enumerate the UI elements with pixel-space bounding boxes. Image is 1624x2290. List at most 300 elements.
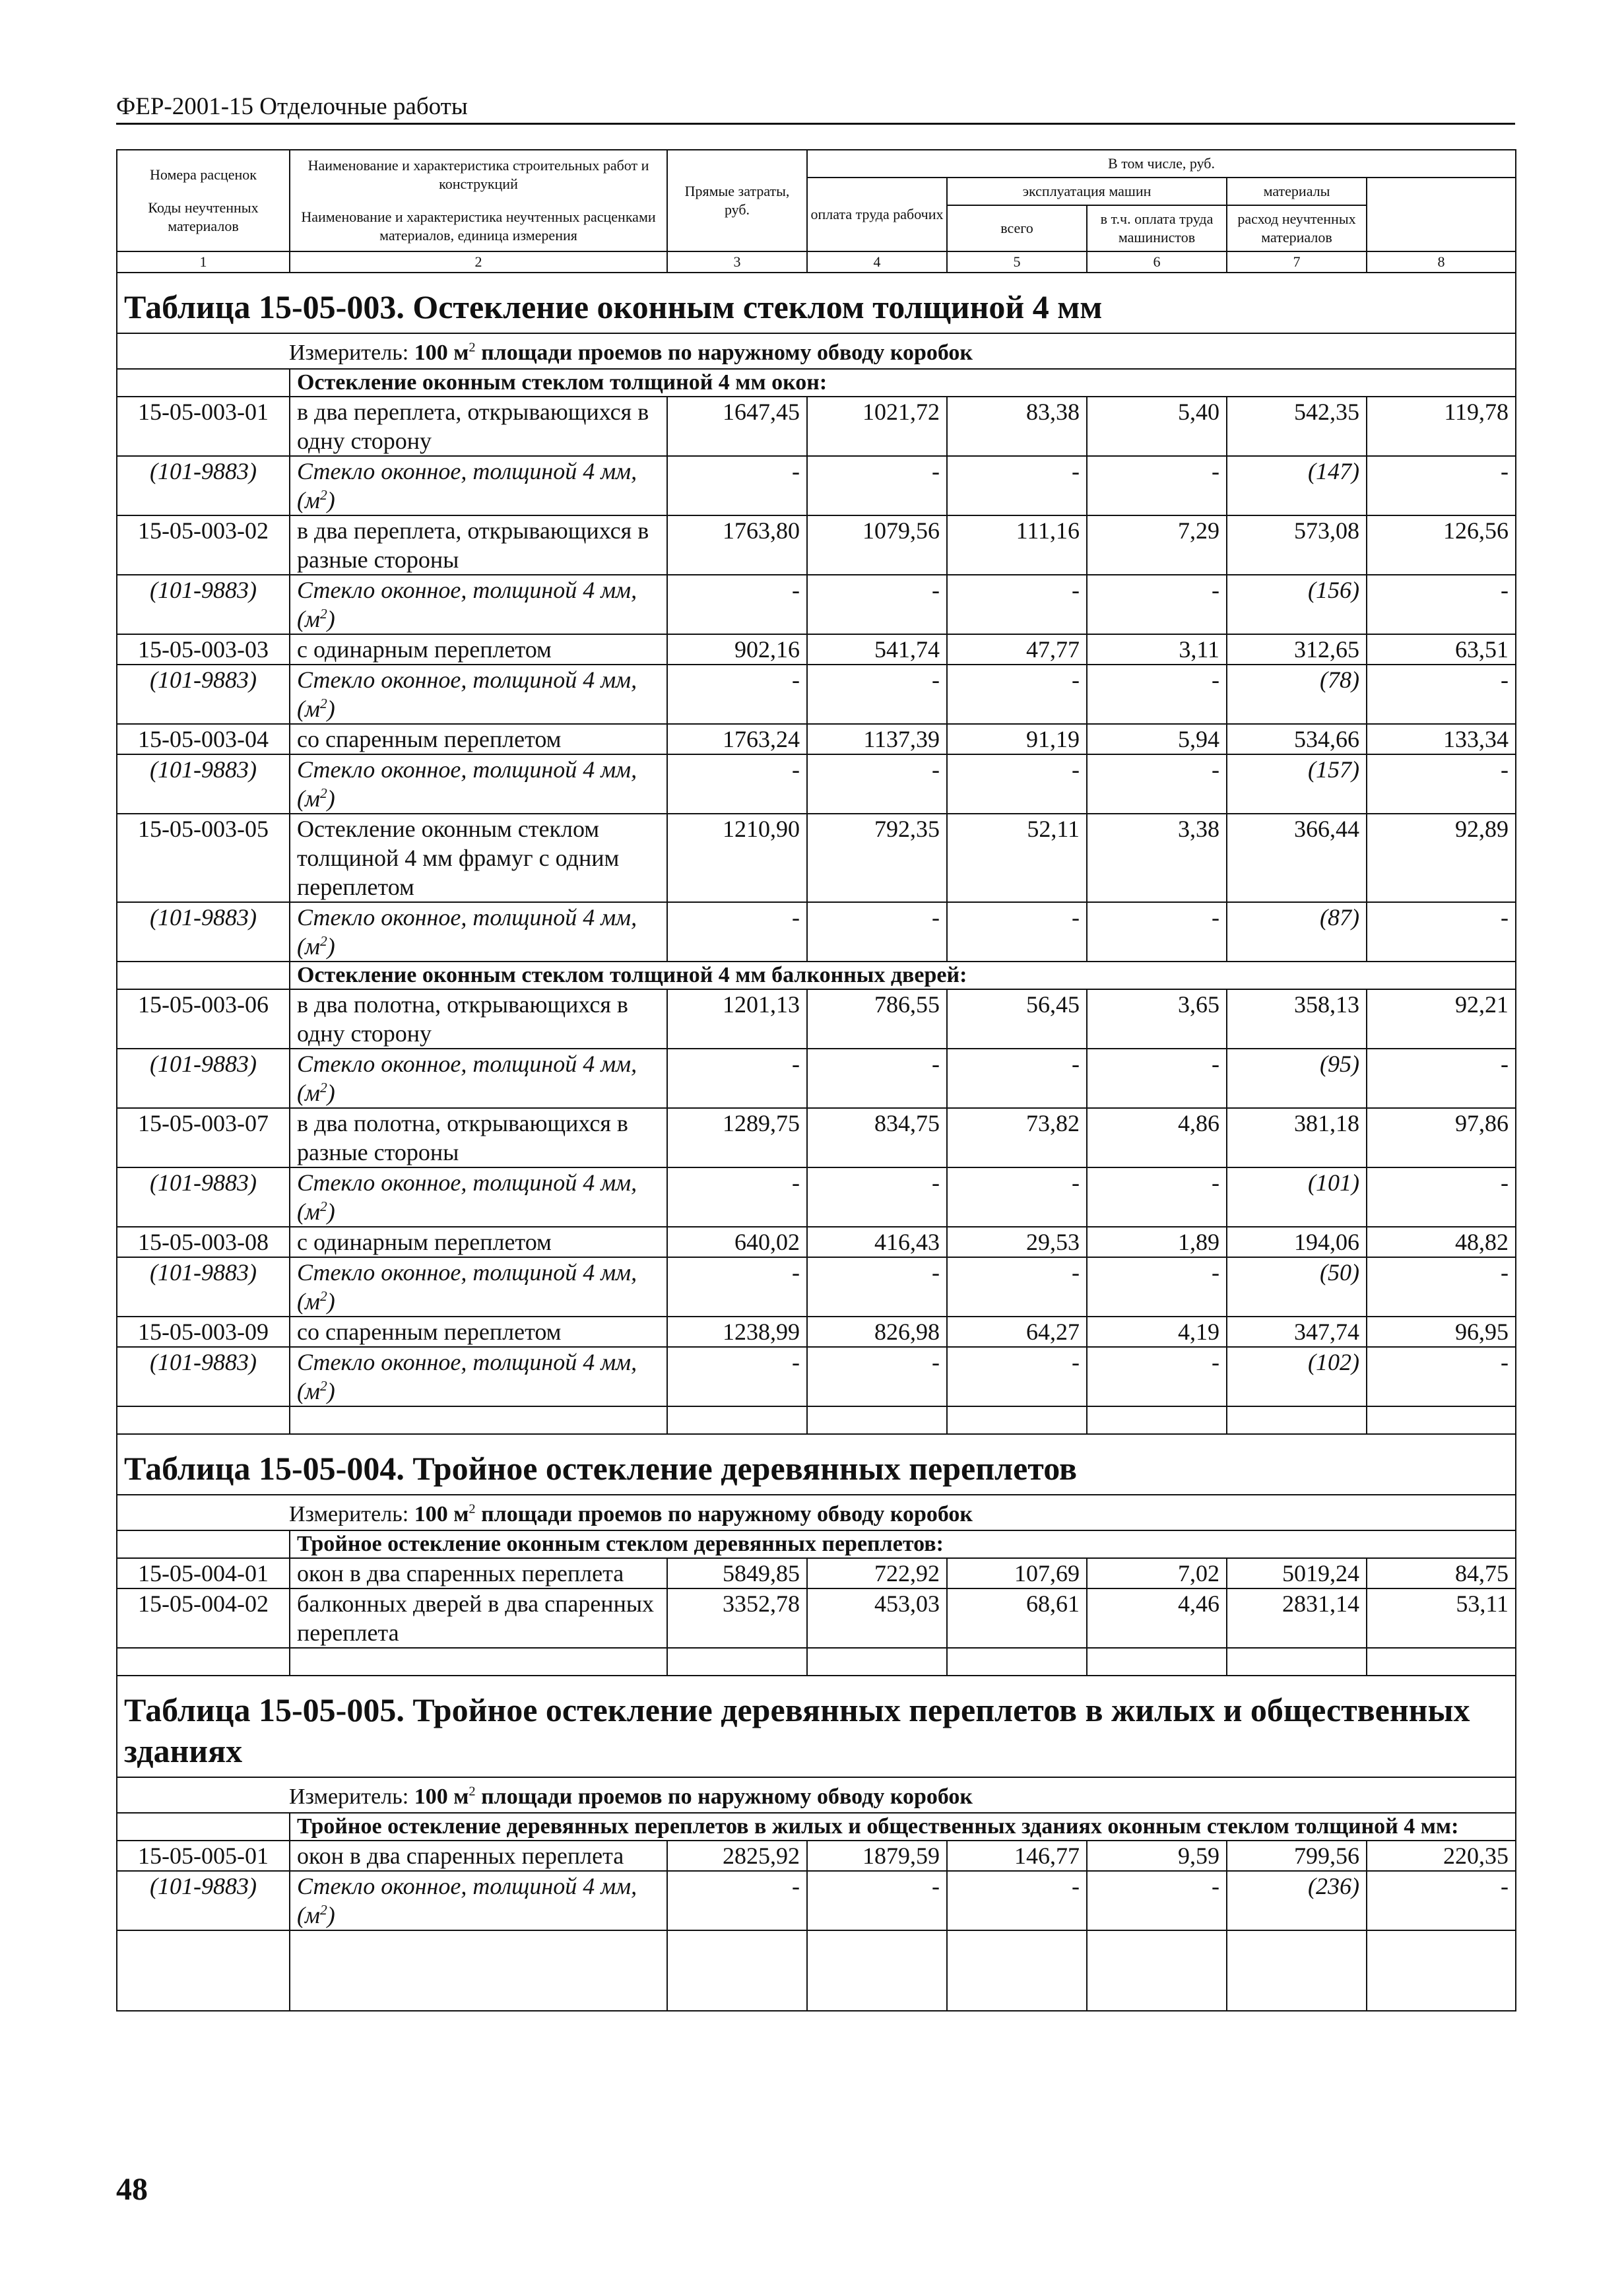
rate-value: 1647,45	[667, 397, 807, 456]
rate-value: 64,27	[947, 1317, 1087, 1347]
empty-cell	[807, 1930, 947, 2011]
material-name	[290, 754, 667, 814]
header-incl: В том числе, руб.	[807, 150, 1516, 178]
material-value: -	[807, 1257, 947, 1317]
material-name-text: Стекло оконное, толщиной 4 мм, (м	[297, 1349, 637, 1404]
column-number: 5	[947, 251, 1087, 273]
material-value: -	[1087, 1167, 1227, 1227]
rate-value: 83,38	[947, 397, 1087, 456]
material-value: -	[1367, 575, 1516, 634]
material-name	[290, 665, 667, 724]
material-name	[290, 1167, 667, 1227]
rate-value: 826,98	[807, 1317, 947, 1347]
material-value: -	[807, 456, 947, 515]
measure-prefix: Измеритель:	[289, 341, 414, 365]
material-value: -	[1087, 1347, 1227, 1406]
material-unit-exponent: 2	[319, 1378, 327, 1394]
empty-cell	[1087, 1406, 1227, 1434]
material-value: (50)	[1227, 1257, 1367, 1317]
rate-value: 1210,90	[667, 814, 807, 902]
work-name: окон в два спаренных переплета	[290, 1841, 667, 1871]
rate-value: 347,74	[1227, 1317, 1367, 1347]
header-material-use: расход неучтенных материалов	[1227, 205, 1367, 251]
material-unit-exponent: 2	[319, 785, 327, 801]
header-labor-pay: оплата труда рабочих	[807, 178, 947, 251]
header-direct-costs: Прямые затраты, руб.	[667, 150, 807, 251]
material-value: -	[1087, 665, 1227, 724]
section-spacer	[117, 1813, 290, 1841]
rate-value: 47,77	[947, 634, 1087, 665]
material-value: -	[1367, 1257, 1516, 1317]
measure-description: площади проемов по наружному обводу коробок	[475, 1784, 973, 1809]
work-name: в два переплета, открывающихся в разные стороны	[290, 515, 667, 575]
empty-cell	[290, 1406, 667, 1434]
measure-unit-exponent: 2	[469, 340, 476, 355]
column-number: 7	[1227, 251, 1367, 273]
rate-code: 15-05-003-07	[117, 1108, 290, 1167]
empty-cell	[947, 1930, 1087, 2011]
rate-value: 48,82	[1367, 1227, 1516, 1257]
material-name-text: Стекло оконное, толщиной 4 мм, (м	[297, 1051, 637, 1106]
rate-code: 15-05-003-03	[117, 634, 290, 665]
empty-cell	[117, 1406, 290, 1434]
table-title-row	[117, 273, 1516, 333]
rate-value: 2831,14	[1227, 1588, 1367, 1648]
rate-row	[117, 989, 1516, 1049]
material-value: -	[947, 754, 1087, 814]
rate-value: 111,16	[947, 515, 1087, 575]
rate-value: 97,86	[1367, 1108, 1516, 1167]
rate-value: 2825,92	[667, 1841, 807, 1871]
rate-row	[117, 1588, 1516, 1648]
measure-unit: 100 м	[414, 1502, 469, 1526]
material-value: -	[1087, 1871, 1227, 1930]
material-name	[290, 1871, 667, 1930]
material-name	[290, 1049, 667, 1108]
rate-value: 534,66	[1227, 724, 1367, 754]
rate-value: 194,06	[1227, 1227, 1367, 1257]
rate-code: 15-05-004-01	[117, 1558, 290, 1588]
measure-prefix: Измеритель:	[289, 1784, 414, 1809]
rate-value: 902,16	[667, 634, 807, 665]
material-unit-close: )	[327, 1288, 335, 1315]
rate-value: 1238,99	[667, 1317, 807, 1347]
empty-cell	[290, 1648, 667, 1676]
rate-value: 3,11	[1087, 634, 1227, 665]
material-value: -	[807, 1871, 947, 1930]
rate-row	[117, 1558, 1516, 1588]
measure-prefix: Измеритель:	[289, 1502, 414, 1526]
section-heading: Остекление оконным стеклом толщиной 4 мм балконных дверей:	[290, 962, 1516, 989]
rate-value: 3,38	[1087, 814, 1227, 902]
measure-unit-exponent: 2	[469, 1784, 476, 1799]
material-code: (101-9883)	[117, 1347, 290, 1406]
material-value: -	[1367, 902, 1516, 962]
material-name-text: Стекло оконное, толщиной 4 мм, (м	[297, 577, 637, 632]
rate-value: 68,61	[947, 1588, 1087, 1648]
material-unit-exponent: 2	[319, 606, 327, 622]
material-name	[290, 1257, 667, 1317]
material-row	[117, 754, 1516, 814]
rate-value: 119,78	[1367, 397, 1516, 456]
header-material-name: Наименование и характеристика неучтенных расценками материалов, единица измерения	[301, 209, 656, 244]
rate-value: 1201,13	[667, 989, 807, 1049]
section-heading-row	[117, 369, 1516, 397]
rate-row	[117, 814, 1516, 902]
rate-value: 1879,59	[807, 1841, 947, 1871]
material-unit-exponent: 2	[319, 1080, 327, 1096]
running-header: ФЕР-2001-15 Отделочные работы	[116, 93, 468, 120]
rate-value: 1,89	[1087, 1227, 1227, 1257]
rate-value: 56,45	[947, 989, 1087, 1049]
material-value: -	[1087, 456, 1227, 515]
column-number: 2	[290, 251, 667, 273]
header-machine-total: всего	[947, 205, 1087, 251]
section-spacer	[117, 962, 290, 989]
rate-value: 29,53	[947, 1227, 1087, 1257]
material-value: -	[947, 665, 1087, 724]
rate-code: 15-05-003-02	[117, 515, 290, 575]
material-unit-exponent: 2	[319, 487, 327, 503]
material-value: -	[1367, 665, 1516, 724]
work-name: со спаренным переплетом	[290, 1317, 667, 1347]
empty-cell	[117, 1648, 290, 1676]
material-value: (156)	[1227, 575, 1367, 634]
column-number: 4	[807, 251, 947, 273]
material-code: (101-9883)	[117, 1257, 290, 1317]
empty-cell	[947, 1406, 1087, 1434]
work-name: Остекление оконным стеклом толщиной 4 мм фрамуг с одним переплетом	[290, 814, 667, 902]
rate-value: 92,89	[1367, 814, 1516, 902]
table-tail-row	[117, 1930, 1516, 2011]
material-value: -	[807, 754, 947, 814]
empty-cell	[117, 1930, 290, 2011]
material-value: -	[667, 1049, 807, 1108]
rate-value: 786,55	[807, 989, 947, 1049]
material-code: (101-9883)	[117, 902, 290, 962]
rate-value: 5,40	[1087, 397, 1227, 456]
material-value: -	[1367, 456, 1516, 515]
work-name: окон в два спаренных переплета	[290, 1558, 667, 1588]
material-unit-close: )	[327, 606, 335, 632]
material-value: -	[807, 665, 947, 724]
rate-value: 91,19	[947, 724, 1087, 754]
rate-value: 1289,75	[667, 1108, 807, 1167]
header-materials: материалы	[1227, 178, 1367, 205]
rate-value: 1137,39	[807, 724, 947, 754]
material-unit-close: )	[327, 487, 335, 513]
empty-cell	[1227, 1930, 1367, 2011]
table-title: Таблица 15-05-004. Тройное остекление деревянных переплетов	[117, 1434, 1516, 1495]
page-number: 48	[116, 2172, 148, 2207]
material-unit-exponent: 2	[319, 933, 327, 949]
material-code: (101-9883)	[117, 456, 290, 515]
material-value: (78)	[1227, 665, 1367, 724]
material-value: -	[947, 1049, 1087, 1108]
measure-unit-exponent: 2	[469, 1501, 476, 1517]
rate-value: 84,75	[1367, 1558, 1516, 1588]
material-value: -	[667, 665, 807, 724]
work-name: балконных дверей в два спаренных переплета	[290, 1588, 667, 1648]
rate-value: 146,77	[947, 1841, 1087, 1871]
work-name: со спаренным переплетом	[290, 724, 667, 754]
material-value: (87)	[1227, 902, 1367, 962]
rate-value: 542,35	[1227, 397, 1367, 456]
measure-row	[117, 333, 1516, 369]
material-value: -	[1367, 1049, 1516, 1108]
table-title: Таблица 15-05-005. Тройное остекление деревянных переплетов в жилых и общественных зданиях	[117, 1676, 1516, 1777]
work-name: в два полотна, открывающихся в одну сторону	[290, 989, 667, 1049]
empty-cell	[947, 1648, 1087, 1676]
material-value: -	[667, 1257, 807, 1317]
material-value: (236)	[1227, 1871, 1367, 1930]
header-material-codes: Коды неучтенных материалов	[148, 199, 259, 234]
material-value: -	[1087, 902, 1227, 962]
material-value: -	[667, 754, 807, 814]
measure-description: площади проемов по наружному обводу коробок	[475, 341, 973, 365]
material-value: -	[1087, 754, 1227, 814]
material-unit-exponent: 2	[319, 1198, 327, 1214]
material-value: -	[807, 1049, 947, 1108]
table-title-row	[117, 1434, 1516, 1495]
rate-value: 220,35	[1367, 1841, 1516, 1871]
rate-code: 15-05-003-09	[117, 1317, 290, 1347]
material-value: -	[1367, 1167, 1516, 1227]
material-value: -	[1087, 1049, 1227, 1108]
material-row	[117, 902, 1516, 962]
material-unit-exponent: 2	[319, 1902, 327, 1918]
measure-unit: 100 м	[414, 341, 469, 365]
material-value: -	[947, 575, 1087, 634]
material-value: (95)	[1227, 1049, 1367, 1108]
rate-value: 7,02	[1087, 1558, 1227, 1588]
material-value: -	[947, 1871, 1087, 1930]
material-unit-close: )	[327, 1080, 335, 1106]
material-name-text: Стекло оконное, толщиной 4 мм, (м	[297, 667, 637, 722]
table-gap-row	[117, 1406, 1516, 1434]
empty-cell	[290, 1930, 667, 2011]
rate-value: 126,56	[1367, 515, 1516, 575]
material-unit-close: )	[327, 696, 335, 722]
header-machine-op: эксплуатация машин	[947, 178, 1227, 205]
measure-line	[117, 1777, 1516, 1813]
material-value: -	[807, 1167, 947, 1227]
material-row	[117, 1049, 1516, 1108]
material-row	[117, 1167, 1516, 1227]
material-code: (101-9883)	[117, 1871, 290, 1930]
material-row	[117, 1871, 1516, 1930]
material-name-text: Стекло оконное, толщиной 4 мм, (м	[297, 904, 637, 960]
measure-unit: 100 м	[414, 1784, 469, 1809]
material-value: (101)	[1227, 1167, 1367, 1227]
measure-line	[117, 1495, 1516, 1530]
rate-value: 7,29	[1087, 515, 1227, 575]
empty-cell	[1367, 1406, 1516, 1434]
material-value: -	[947, 1167, 1087, 1227]
rate-code: 15-05-003-01	[117, 397, 290, 456]
rate-row	[117, 634, 1516, 665]
rate-row	[117, 1108, 1516, 1167]
section-spacer	[117, 369, 290, 397]
rates-table	[116, 149, 1516, 2012]
material-value: -	[947, 902, 1087, 962]
material-value: -	[667, 1871, 807, 1930]
material-name-text: Стекло оконное, толщиной 4 мм, (м	[297, 1169, 637, 1225]
material-value: -	[1087, 575, 1227, 634]
measure-row	[117, 1495, 1516, 1530]
table-body	[117, 273, 1516, 2011]
rate-code: 15-05-003-05	[117, 814, 290, 902]
rate-value: 107,69	[947, 1558, 1087, 1588]
rate-value: 3352,78	[667, 1588, 807, 1648]
material-value: -	[1087, 1257, 1227, 1317]
section-heading: Тройное остекление деревянных переплетов в жилых и общественных зданиях оконным стеклом толщиной 4 мм:	[290, 1813, 1516, 1841]
rate-value: 52,11	[947, 814, 1087, 902]
rate-row	[117, 515, 1516, 575]
section-heading-row	[117, 1530, 1516, 1558]
rate-row	[117, 1841, 1516, 1871]
material-row	[117, 665, 1516, 724]
rate-value: 4,19	[1087, 1317, 1227, 1347]
rate-row	[117, 397, 1516, 456]
rate-value: 541,74	[807, 634, 947, 665]
material-value: (102)	[1227, 1347, 1367, 1406]
material-code: (101-9883)	[117, 575, 290, 634]
rate-value: 358,13	[1227, 989, 1367, 1049]
rate-value: 416,43	[807, 1227, 947, 1257]
section-heading-row	[117, 1813, 1516, 1841]
empty-cell	[1367, 1648, 1516, 1676]
rate-value: 73,82	[947, 1108, 1087, 1167]
rate-value: 1079,56	[807, 515, 947, 575]
header-work-name: Наименование и характеристика строительных работ и конструкций	[308, 157, 649, 192]
rate-value: 5849,85	[667, 1558, 807, 1588]
rate-value: 573,08	[1227, 515, 1367, 575]
column-number: 6	[1087, 251, 1227, 273]
rate-code: 15-05-005-01	[117, 1841, 290, 1871]
material-value: (147)	[1227, 456, 1367, 515]
material-row	[117, 1347, 1516, 1406]
rate-value: 4,46	[1087, 1588, 1227, 1648]
work-name: с одинарным переплетом	[290, 1227, 667, 1257]
table-header	[117, 150, 1516, 273]
rate-value: 53,11	[1367, 1588, 1516, 1648]
rate-value: 5019,24	[1227, 1558, 1367, 1588]
table-title: Таблица 15-05-003. Остекление оконным стеклом толщиной 4 мм	[117, 273, 1516, 333]
column-number: 1	[117, 251, 290, 273]
rate-value: 96,95	[1367, 1317, 1516, 1347]
material-unit-exponent: 2	[319, 696, 327, 711]
rate-value: 312,65	[1227, 634, 1367, 665]
rate-value: 799,56	[1227, 1841, 1367, 1871]
rate-value: 3,65	[1087, 989, 1227, 1049]
section-heading-row	[117, 962, 1516, 989]
rate-row	[117, 1227, 1516, 1257]
empty-cell	[667, 1648, 807, 1676]
material-unit-close: )	[327, 1198, 335, 1225]
material-name-text: Стекло оконное, толщиной 4 мм, (м	[297, 756, 637, 812]
material-code: (101-9883)	[117, 665, 290, 724]
rate-value: 63,51	[1367, 634, 1516, 665]
rate-value: 5,94	[1087, 724, 1227, 754]
header-rate-numbers: Номера расценок	[150, 166, 257, 183]
material-name-text: Стекло оконное, толщиной 4 мм, (м	[297, 458, 637, 513]
measure-line	[117, 333, 1516, 369]
material-code: (101-9883)	[117, 1167, 290, 1227]
table-title-row	[117, 1676, 1516, 1777]
section-spacer	[117, 1530, 290, 1558]
rate-code: 15-05-003-04	[117, 724, 290, 754]
work-name: в два полотна, открывающихся в разные стороны	[290, 1108, 667, 1167]
material-unit-close: )	[327, 933, 335, 960]
rate-value: 1763,24	[667, 724, 807, 754]
material-value: -	[807, 1347, 947, 1406]
table-gap-row	[117, 1648, 1516, 1676]
material-value: -	[807, 575, 947, 634]
material-value: -	[807, 902, 947, 962]
material-code: (101-9883)	[117, 1049, 290, 1108]
work-name: в два переплета, открывающихся в одну сторону	[290, 397, 667, 456]
header-names-cell	[290, 150, 667, 251]
material-value: -	[667, 456, 807, 515]
material-value: -	[1367, 1871, 1516, 1930]
work-name: с одинарным переплетом	[290, 634, 667, 665]
material-unit-close: )	[327, 785, 335, 812]
material-name-text: Стекло оконное, толщиной 4 мм, (м	[297, 1873, 637, 1928]
column-number: 3	[667, 251, 807, 273]
empty-cell	[667, 1406, 807, 1434]
rate-row	[117, 724, 1516, 754]
material-value: -	[667, 1167, 807, 1227]
section-heading: Тройное остекление оконным стеклом деревянных переплетов:	[290, 1530, 1516, 1558]
material-name-text: Стекло оконное, толщиной 4 мм, (м	[297, 1259, 637, 1315]
rate-value: 366,44	[1227, 814, 1367, 902]
empty-cell	[807, 1406, 947, 1434]
rate-value: 92,21	[1367, 989, 1516, 1049]
rate-value: 640,02	[667, 1227, 807, 1257]
rate-value: 133,34	[1367, 724, 1516, 754]
material-row	[117, 456, 1516, 515]
rate-code: 15-05-003-08	[117, 1227, 290, 1257]
empty-cell	[1227, 1648, 1367, 1676]
rate-value: 722,92	[807, 1558, 947, 1588]
empty-cell	[1367, 1930, 1516, 2011]
material-row	[117, 575, 1516, 634]
header-rule	[116, 123, 1515, 125]
material-row	[117, 1257, 1516, 1317]
empty-cell	[667, 1930, 807, 2011]
material-name	[290, 902, 667, 962]
material-value: -	[1367, 754, 1516, 814]
rate-value: 1763,80	[667, 515, 807, 575]
material-name	[290, 575, 667, 634]
empty-cell	[1087, 1930, 1227, 2011]
rate-value: 381,18	[1227, 1108, 1367, 1167]
material-value: -	[1367, 1347, 1516, 1406]
material-unit-close: )	[327, 1902, 335, 1928]
material-unit-close: )	[327, 1378, 335, 1404]
material-unit-exponent: 2	[319, 1288, 327, 1304]
material-code: (101-9883)	[117, 754, 290, 814]
rate-code: 15-05-003-06	[117, 989, 290, 1049]
rate-value: 453,03	[807, 1588, 947, 1648]
material-name	[290, 1347, 667, 1406]
material-value: -	[947, 1347, 1087, 1406]
material-value: (157)	[1227, 754, 1367, 814]
measure-description: площади проемов по наружному обводу коробок	[475, 1502, 973, 1526]
material-value: -	[667, 902, 807, 962]
rate-value: 1021,72	[807, 397, 947, 456]
